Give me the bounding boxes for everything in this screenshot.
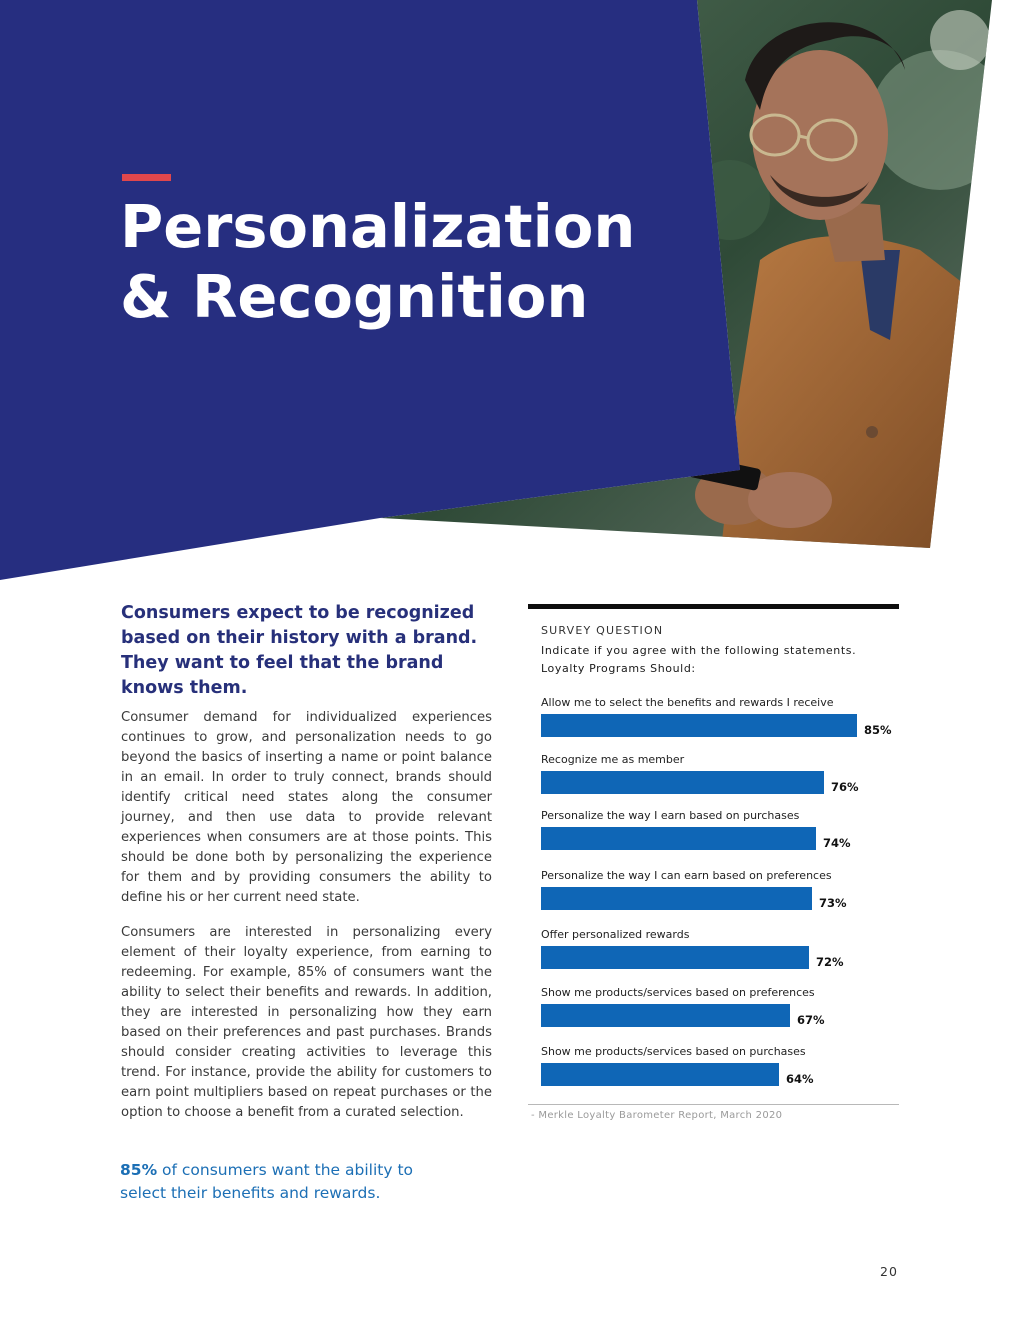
survey-top-rule bbox=[528, 604, 899, 609]
bar-label: Show me products/services based on preferences bbox=[541, 986, 815, 999]
body-paragraph-1: Consumer demand for individualized experiences continues to grow, and personalization needs to go beyond the basics of inserting a name or point balance in an email. In order to truly connect, brands should identify critical need states along the consumer journey, and then use data to provide relevant experiences when consumers are at those points. This should be done both by personalizing the experience for them and by providing consumers the ability to define his or her current need state. bbox=[121, 710, 492, 905]
page-title-line2: & Recognition bbox=[120, 262, 589, 331]
lead-statement: Consumers expect to be recognized based on their history with a brand. They want to feel that the brand knows them. bbox=[121, 603, 478, 698]
bar-label: Recognize me as member bbox=[541, 753, 685, 766]
page-title-line1: Personalization bbox=[120, 192, 636, 261]
chart-bottom-rule bbox=[528, 1104, 899, 1105]
survey-label: SURVEY QUESTION bbox=[541, 624, 664, 637]
bar-label: Allow me to select the benefits and rewards I receive bbox=[541, 696, 834, 709]
stat-callout bbox=[120, 1159, 440, 1205]
bar bbox=[541, 1063, 779, 1086]
callout-text: of consumers want the ability to select their benefits and rewards. bbox=[120, 1161, 414, 1202]
body-paragraph-2: Consumers are interested in personalizing every element of their loyalty experience, from earning to redeeming. For example, 85% of consumers want the ability to select their benefits and rewards. In addition, they are interested in personalizing how they earn based on their preferences and past purchases. Brands should consider creating activities to leverage this trend. For instance, provide the ability for customers to earn point multipliers based on repeat purchases or the option to choose a benefit from a curated selection. bbox=[121, 925, 492, 1120]
bar-label: Show me products/services based on purchases bbox=[541, 1045, 806, 1058]
hero-banner bbox=[0, 0, 1020, 590]
bar-label: Personalize the way I can earn based on preferences bbox=[541, 869, 832, 882]
chart-source: - Merkle Loyalty Barometer Report, March 2020 bbox=[531, 1110, 783, 1121]
bar bbox=[541, 714, 857, 737]
bar-value-label: 76% bbox=[831, 780, 859, 794]
bar bbox=[541, 887, 812, 910]
page-title bbox=[120, 192, 635, 332]
bar-label: Personalize the way I earn based on purchases bbox=[541, 809, 800, 822]
bar-value-label: 64% bbox=[786, 1072, 814, 1086]
bar-value-label: 67% bbox=[797, 1013, 825, 1027]
bar bbox=[541, 827, 816, 850]
title-accent-bar bbox=[122, 174, 171, 181]
bar bbox=[541, 771, 824, 794]
callout-stat: 85% bbox=[120, 1161, 158, 1179]
bar-value-label: 73% bbox=[819, 896, 847, 910]
bar-value-label: 74% bbox=[823, 836, 851, 850]
page-number: 20 bbox=[880, 1264, 898, 1279]
bar-value-label: 72% bbox=[816, 955, 844, 969]
bar bbox=[541, 1004, 790, 1027]
bar-value-label: 85% bbox=[864, 723, 892, 737]
bar-label: Offer personalized rewards bbox=[541, 928, 690, 941]
bar bbox=[541, 946, 809, 969]
survey-question: Indicate if you agree with the following statements. Loyalty Programs Should: bbox=[541, 644, 857, 675]
survey-bar-chart bbox=[528, 690, 899, 1090]
